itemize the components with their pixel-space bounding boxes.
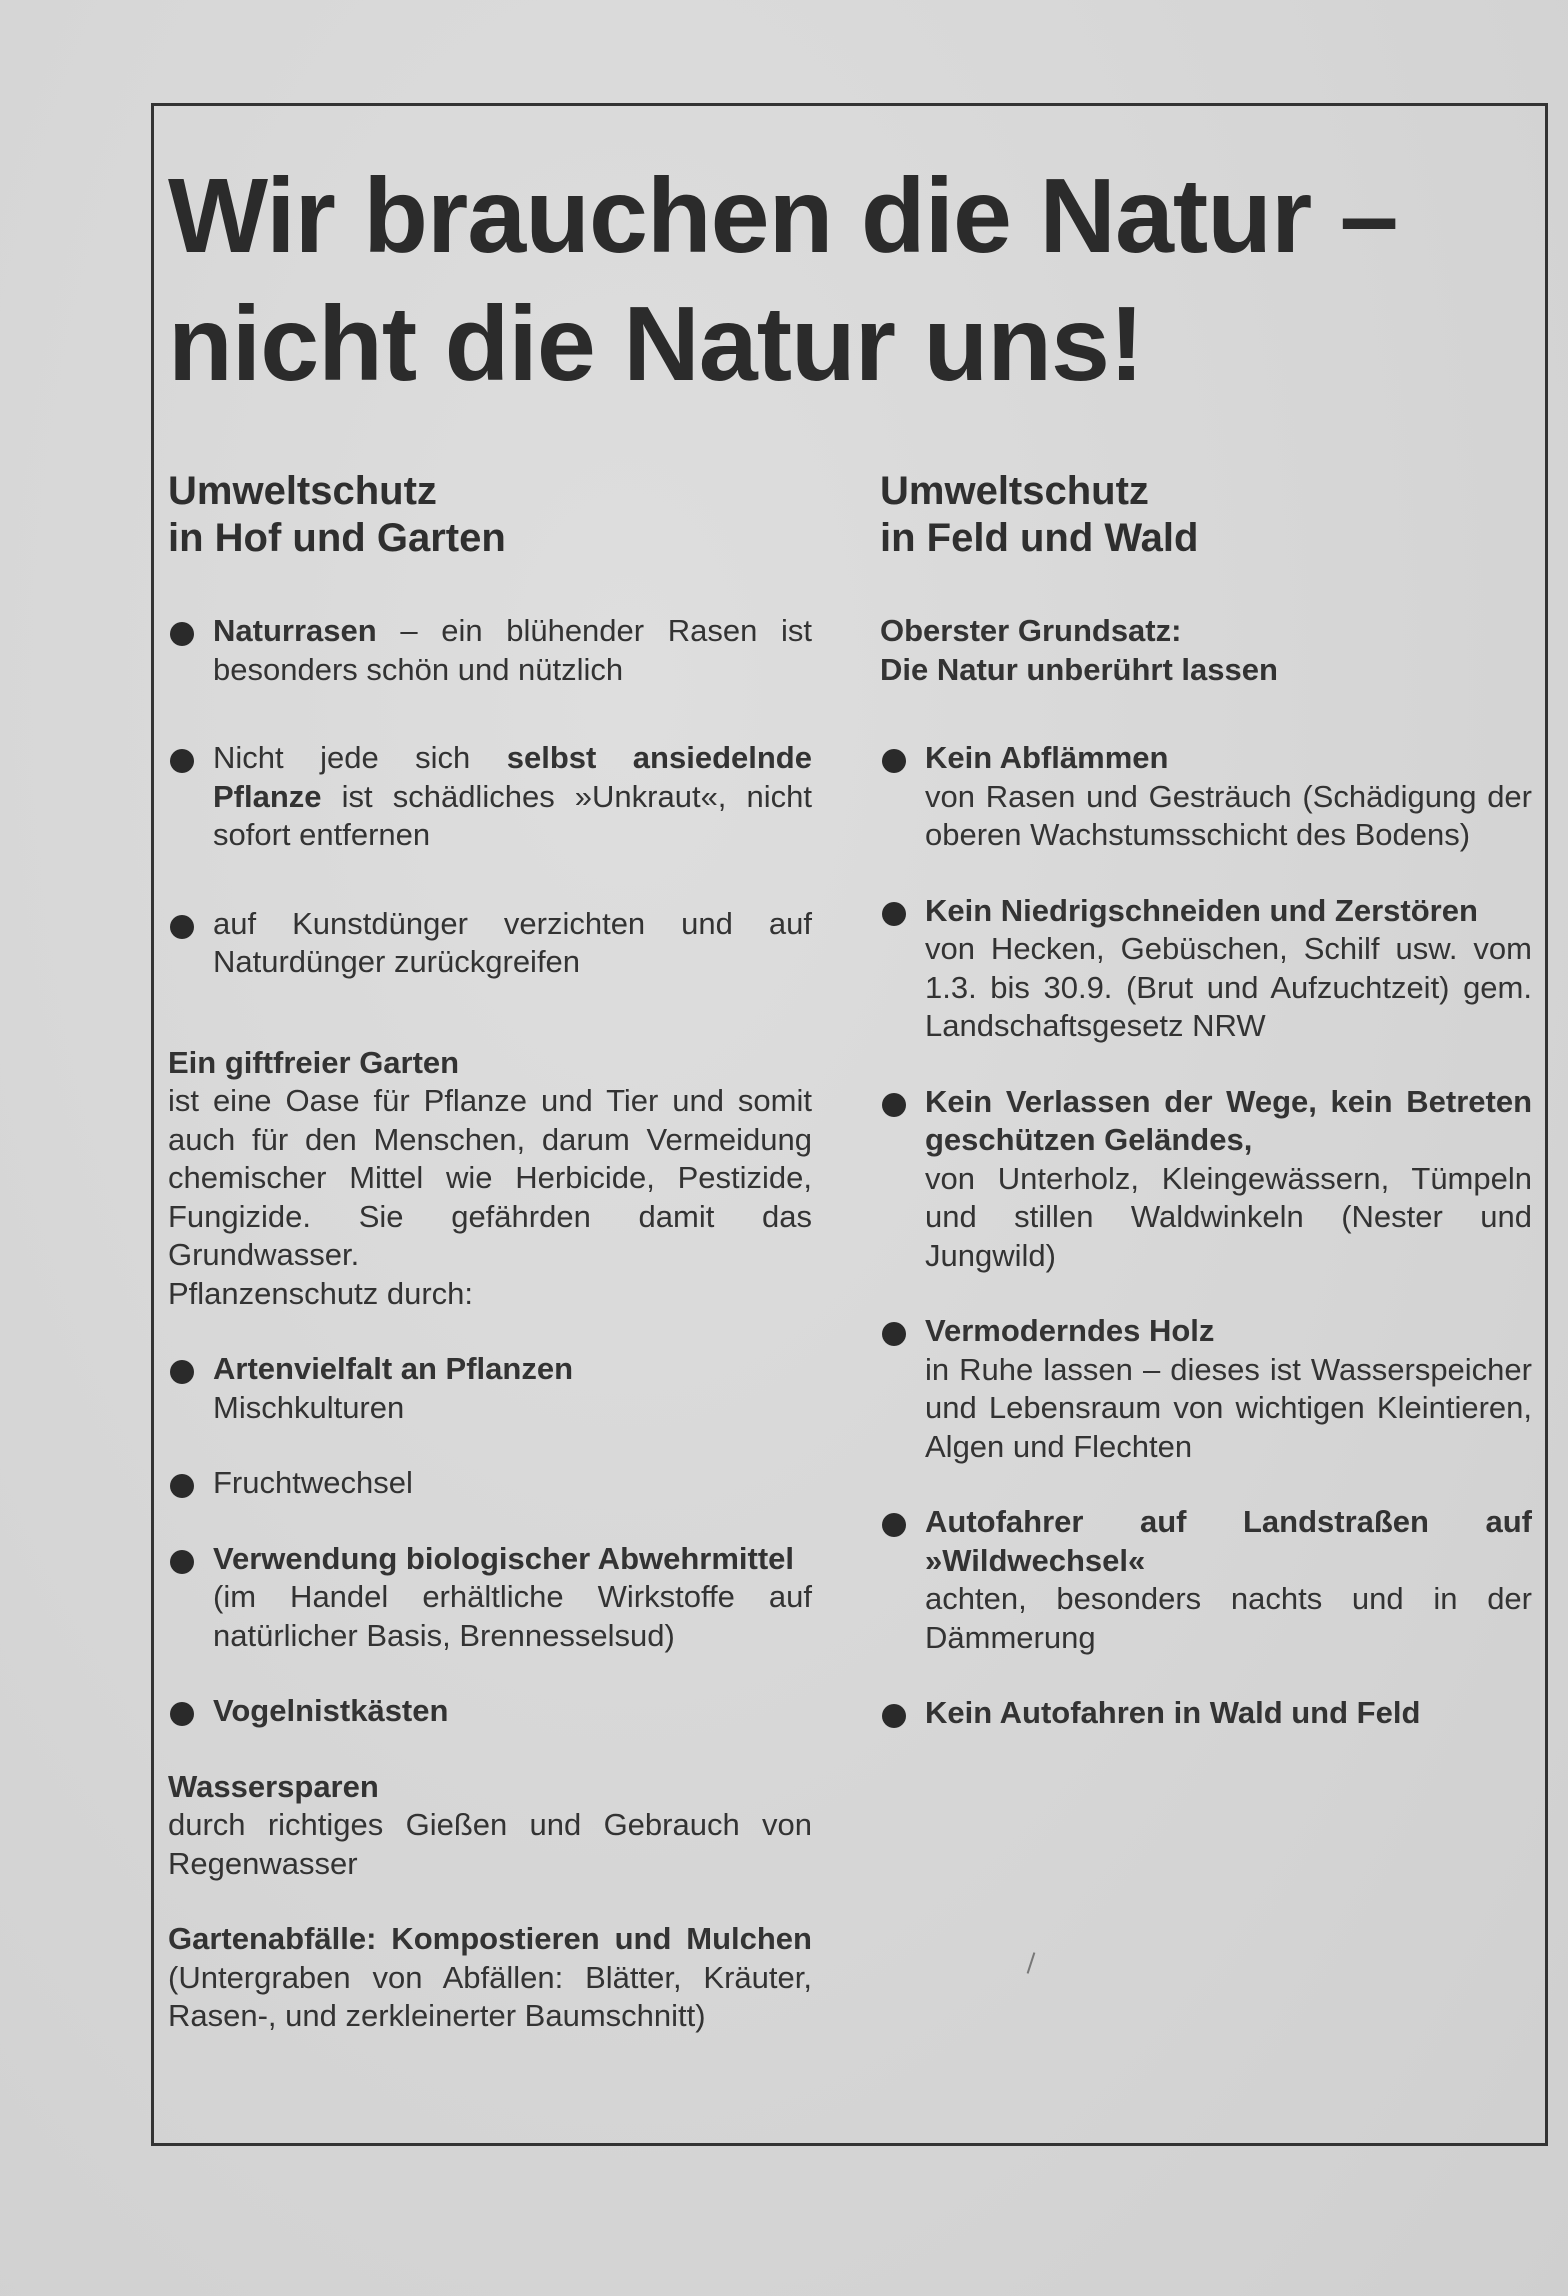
list-item-niedrigschneiden: Kein Niedrigschneiden und Zerstören von Hecken, Gebüschen, Schilf usw. vom 1.3. bis 30.9. (Brut und Aufzuchtzeit) gem. Landschaftsgesetz NRW <box>880 892 1532 1046</box>
list-item-artenvielfalt: Artenvielfalt an Pflanzen Mischkulturen <box>168 1350 812 1427</box>
bullet-icon <box>170 1360 194 1384</box>
bullet-icon <box>882 1513 906 1537</box>
list-item-wege: Kein Verlassen der Wege, kein Betreten geschützen Geländes, von Unterholz, Kleingewässern, Tümpeln und stillen Waldwinkeln (Nester und Jungwild) <box>880 1083 1532 1276</box>
bullet-icon <box>170 1702 194 1726</box>
list-item-kunstduenger: auf Kunstdünger verzichten und auf Naturdünger zurückgreifen <box>168 905 812 982</box>
bullet-icon <box>170 915 194 939</box>
section-giftfreier-garten: Ein giftfreier Garten ist eine Oase für Pflanze und Tier und somit auch für den Menschen, darum Vermeidung chemischer Mittel wie Herbicide, Pestizide, Fungizide. Sie gefährden damit das Grundwasser. Pflanzenschutz durch: <box>168 1044 812 1311</box>
section-heading: Ein giftfreier Garten <box>168 1044 460 1080</box>
page-headline <box>168 152 1498 408</box>
bullet-icon <box>882 1322 906 1346</box>
list-item-abflaemmen: Kein Abflämmen von Rasen und Gesträuch (Schädigung der oberen Wachstumsschicht des Bodens) <box>880 739 1532 855</box>
list-item-naturrasen: Naturrasen – ein blühender Rasen ist besonders schön und nützlich <box>168 612 812 689</box>
list-item-holz: Vermoderndes Holz in Ruhe lassen – dieses ist Wasserspeicher und Lebensraum von wichtigen Kleintieren, Algen und Flechten <box>880 1312 1532 1466</box>
list-item-abwehrmittel: Verwendung biologischer Abwehrmittel (im Handel erhältliche Wirkstoffe auf natürlicher Basis, Brennesselsud) <box>168 1540 812 1656</box>
headline-line-1: Wir brauchen die Natur – <box>168 157 1398 275</box>
list-item-wildwechsel: Autofahrer auf Landstraßen auf »Wildwechsel« achten, besonders nachts und in der Dämmerung <box>880 1503 1532 1657</box>
bullet-icon <box>170 622 194 646</box>
list-item-fruchtwechsel: Fruchtwechsel <box>168 1464 812 1503</box>
headline-line-2: nicht die Natur uns! <box>168 285 1144 403</box>
list-item-pflanze: Nicht jede sich selbst ansiedelnde Pflanze ist schädliches »Unkraut«, nicht sofort entfernen <box>168 739 812 855</box>
bullet-icon <box>882 749 906 773</box>
bullet-icon <box>882 1093 906 1117</box>
left-column <box>168 468 812 2036</box>
section-gartenabfaelle: Gartenabfälle: Kompostieren und Mulchen (Untergraben von Abfällen: Blätter, Kräuter, Rasen-, und zerkleinerter Baumschnitt) <box>168 1921 812 2033</box>
list-item-vogelnistkaesten: Vogelnistkästen <box>168 1692 812 1731</box>
section-heading: Wassersparen <box>168 1768 379 1804</box>
bullet-icon <box>882 1704 906 1728</box>
section-wassersparen: Wassersparen durch richtiges Gießen und Gebrauch von Regenwasser <box>168 1768 812 1881</box>
bullet-icon <box>882 902 906 926</box>
right-column-title: Umweltschutz in Feld und Wald <box>880 469 1199 560</box>
section-grundsatz: Oberster Grundsatz: Die Natur unberührt lassen <box>880 613 1278 687</box>
bullet-icon <box>170 749 194 773</box>
right-column <box>880 468 1532 1733</box>
list-item-autofahren: Kein Autofahren in Wald und Feld <box>880 1694 1532 1733</box>
bullet-icon <box>170 1550 194 1574</box>
bullet-icon <box>170 1474 194 1498</box>
left-column-title: Umweltschutz in Hof und Garten <box>168 469 506 560</box>
